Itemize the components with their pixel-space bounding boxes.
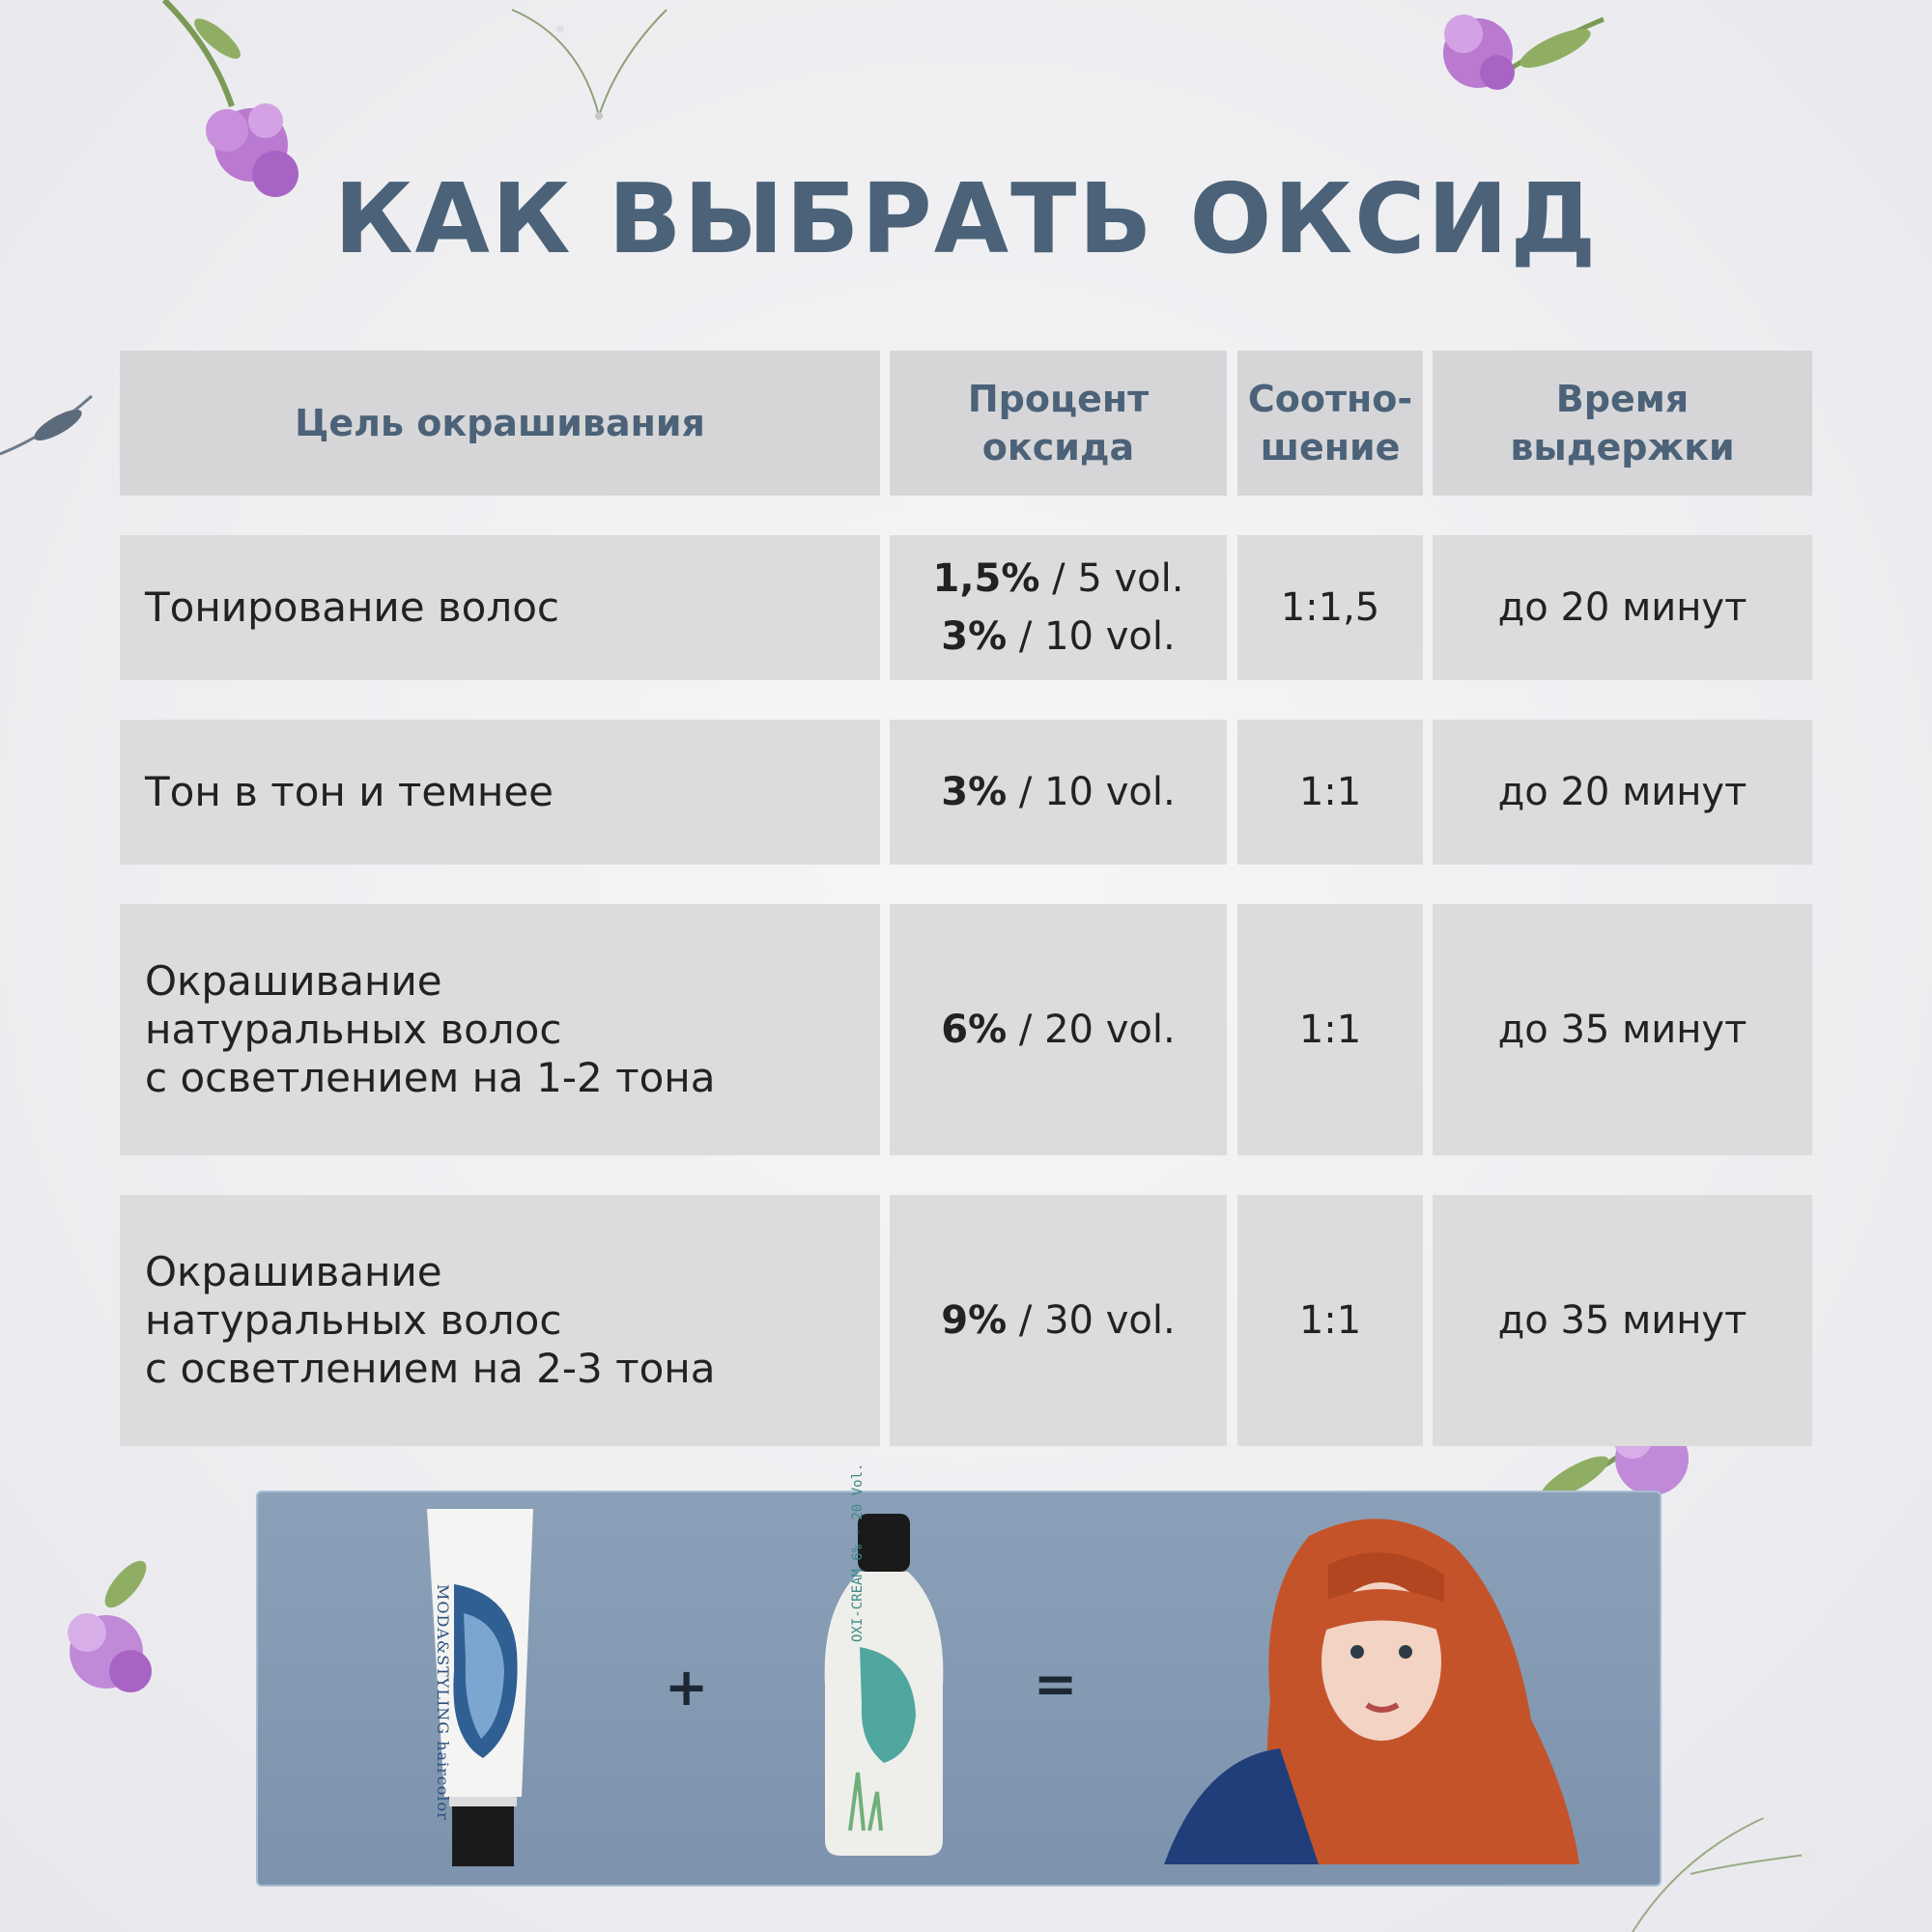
table-row-4-time [1433,1195,1812,1446]
header-time [1433,351,1812,496]
table-row-1-time [1433,535,1812,680]
oxidant-bottle-image [821,1512,947,1860]
ratio-value: 1:1 [1298,1008,1362,1052]
table-row-2-ratio [1237,720,1423,865]
table-row-3-time [1433,904,1812,1155]
header-time-line1: Время [1555,378,1690,420]
equals-sign: = [1034,1654,1078,1715]
header-ratio-line1: Соотно- [1247,378,1413,420]
flower-decoration-bottom-left [39,1546,193,1739]
bottle-brand-label: OXI-CREAM 6% - 20 Vol. [850,1463,866,1642]
header-goal-label: Цель окрашивания [295,402,705,444]
header-percent [890,351,1227,496]
goal-text: натуральных волос [145,1006,562,1053]
goal-text: Окрашивание [145,1248,442,1295]
table-row-4-percent [890,1195,1227,1446]
percent-value: 1,5% / 5 vol. [932,556,1184,601]
goal-text: с осветлением на 1-2 тона [145,1054,716,1101]
table-row-3-goal [120,904,880,1155]
table-row-1-ratio [1237,535,1423,680]
goal-text: натуральных волос [145,1296,562,1344]
header-percent-line1: Процент [967,378,1150,420]
lavender-decoration-left [0,386,97,464]
percent-value: 3% / 10 vol. [941,614,1176,659]
plus-sign: + [665,1657,709,1718]
table-row-2-goal [120,720,880,865]
header-goal [120,351,880,496]
table-row-4-ratio [1237,1195,1423,1446]
header-ratio [1237,351,1423,496]
table-row-4-goal [120,1195,880,1446]
percent-value: 3% / 10 vol. [941,770,1176,814]
flower-decoration-top-right [1410,0,1623,116]
tube-brand-label: MODA&STYLING haircolor [434,1584,452,1821]
sprig-decoration-top [502,0,676,126]
goal-text: Окрашивание [145,957,442,1005]
goal-text: Тон в тон и темнее [145,768,554,815]
header-ratio-line2: шение [1260,426,1401,469]
ratio-value: 1:1,5 [1280,585,1380,630]
table-row-1-percent [890,535,1227,680]
table-row-3-percent [890,904,1227,1155]
header-time-line2: выдержки [1510,426,1735,469]
percent-value: 9% / 30 vol. [941,1298,1176,1343]
time-value: до 35 минут [1497,1008,1747,1052]
ratio-value: 1:1 [1298,770,1362,814]
ratio-value: 1:1 [1298,1298,1362,1343]
header-percent-line2: оксида [981,426,1135,469]
percent-value: 6% / 20 vol. [941,1008,1176,1052]
table-row-3-ratio [1237,904,1423,1155]
time-value: до 20 минут [1497,770,1747,814]
page-title: КАК ВЫБРАТЬ ОКСИД [333,162,1599,275]
table-row-2-time [1433,720,1812,865]
model-red-hair-image [1164,1507,1584,1864]
table-row-1-goal [120,535,880,680]
goal-text: Тонирование волос [145,583,559,631]
goal-text: с осветлением на 2-3 тона [145,1345,716,1392]
time-value: до 20 минут [1497,585,1747,630]
table-row-2-percent [890,720,1227,865]
time-value: до 35 минут [1497,1298,1747,1343]
